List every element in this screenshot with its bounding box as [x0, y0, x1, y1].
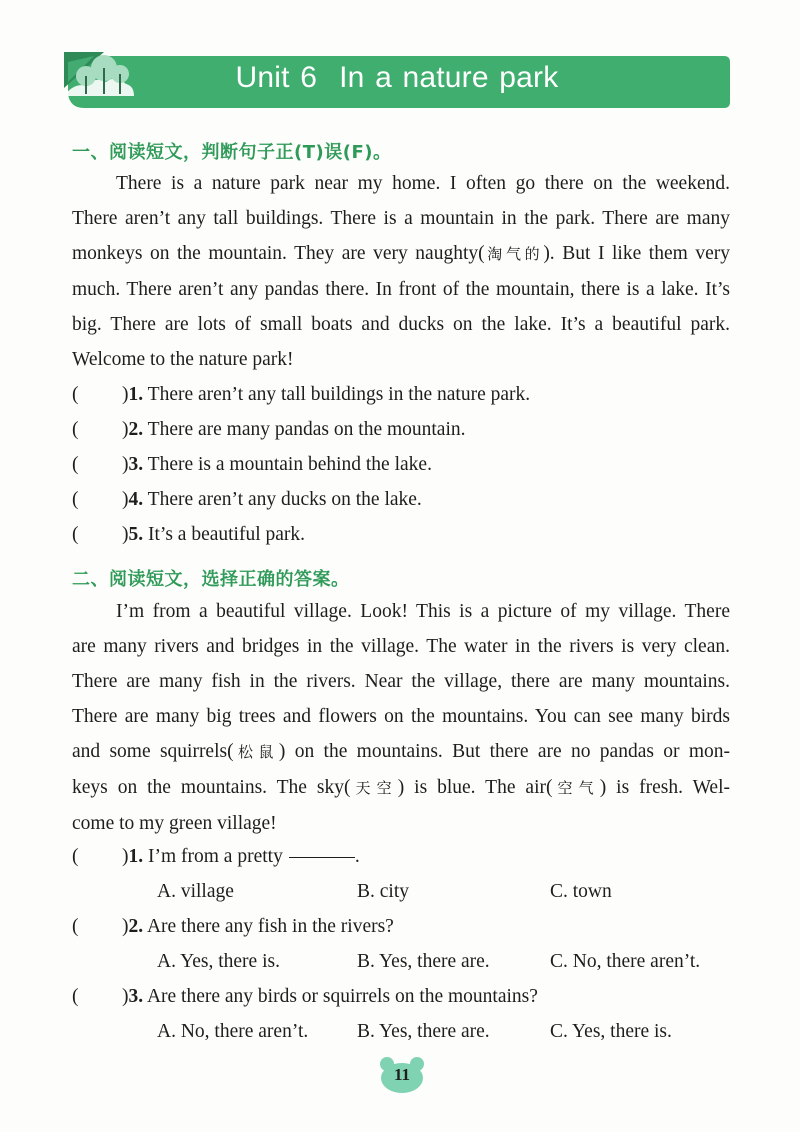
option-b[interactable]: B. Yes, there are.	[357, 1021, 490, 1042]
option-a[interactable]: A. village	[157, 881, 234, 902]
passage-line: keys on the mountains. The sky(天空) is blue. The air(空气) is fresh. Wel-	[72, 777, 730, 798]
passage-line: and some squirrels(松鼠) on the mountains. But there are no pandas or mon-	[72, 741, 730, 762]
tf-question: ( )2. There are many pandas on the mountain.	[72, 419, 466, 440]
mc-question: ( )2. Are there any fish in the rivers?	[72, 916, 394, 937]
page-number: 11	[393, 1065, 411, 1084]
passage-line: There are many fish in the rivers. Near the village, there are many mountains.	[72, 671, 730, 692]
tf-question: ( )4. There aren’t any ducks on the lake.	[72, 489, 422, 510]
option-a[interactable]: A. No, there aren’t.	[157, 1021, 309, 1042]
option-c[interactable]: C. town	[550, 881, 612, 902]
trees-icon	[64, 52, 134, 96]
mc-question: ( )3. Are there any birds or squirrels on the mountains?	[72, 986, 538, 1007]
section1-heading: 一、阅读短文，判断句子正(T)误(F)。	[72, 142, 392, 163]
answer-blank[interactable]: (	[72, 384, 79, 405]
passage-line: There is a nature park near my home. I often go there on the weekend.	[116, 173, 730, 194]
answer-blank[interactable]: (	[72, 419, 79, 440]
option-c[interactable]: C. No, there aren’t.	[550, 951, 701, 972]
unit-label: Unit 6	[235, 61, 318, 94]
answer-blank[interactable]: (	[72, 489, 79, 510]
section2-passage	[72, 594, 730, 841]
answer-blank[interactable]: (	[72, 846, 79, 867]
option-c[interactable]: C. Yes, there is.	[550, 1021, 672, 1042]
option-b[interactable]: B. city	[357, 881, 409, 902]
option-a[interactable]: A. Yes, there is.	[157, 951, 280, 972]
tf-question: ( )1. There aren’t any tall buildings in the nature park.	[72, 384, 531, 405]
passage-text: ). But I like them very	[543, 243, 730, 264]
passage-line: There aren’t any tall buildings. There is a mountain in the park. There are many	[72, 208, 730, 229]
passage-text: monkeys on the mountain. They are very naughty(	[72, 243, 485, 264]
answer-blank[interactable]: (	[72, 524, 79, 545]
fill-blank[interactable]	[289, 857, 355, 858]
passage-line: Welcome to the nature park!	[72, 349, 294, 370]
banner-title	[64, 61, 730, 95]
section1-passage	[72, 166, 730, 377]
option-b[interactable]: B. Yes, there are.	[357, 951, 490, 972]
tf-question: ( )5. It’s a beautiful park.	[72, 524, 306, 545]
unit-banner	[64, 52, 730, 110]
page-number-badge	[378, 1056, 426, 1094]
gloss-sky: 天空	[350, 779, 398, 797]
passage-line: There are many big trees and flowers on the mountains. You can see many birds	[72, 706, 730, 727]
passage-line: are many rivers and bridges in the village. The water in the rivers is very clean.	[72, 636, 730, 657]
answer-blank[interactable]: (	[72, 454, 79, 475]
passage-line: I’m from a beautiful village. Look! This is a picture of my village. There	[116, 601, 730, 622]
section2-heading: 二、阅读短文，选择正确的答案。	[72, 569, 350, 590]
unit-title: In a nature park	[339, 61, 559, 94]
passage-line: big. There are lots of small boats and ducks on the lake. It’s a beautiful park.	[72, 314, 730, 335]
mc-question: ( )1. I’m from a pretty .	[72, 846, 360, 867]
gloss-squirrel: 松鼠	[233, 743, 279, 761]
passage-line	[72, 236, 730, 272]
passage-line: much. There aren’t any pandas there. In front of the mountain, there is a lake. It’s	[72, 279, 730, 300]
passage-line: come to my green village!	[72, 813, 277, 834]
gloss-air: 空气	[552, 779, 600, 797]
answer-blank[interactable]: (	[72, 986, 79, 1007]
gloss-naughty: 淘气的	[484, 245, 544, 263]
tf-question: ( )3. There is a mountain behind the lake.	[72, 454, 432, 475]
answer-blank[interactable]: (	[72, 916, 79, 937]
